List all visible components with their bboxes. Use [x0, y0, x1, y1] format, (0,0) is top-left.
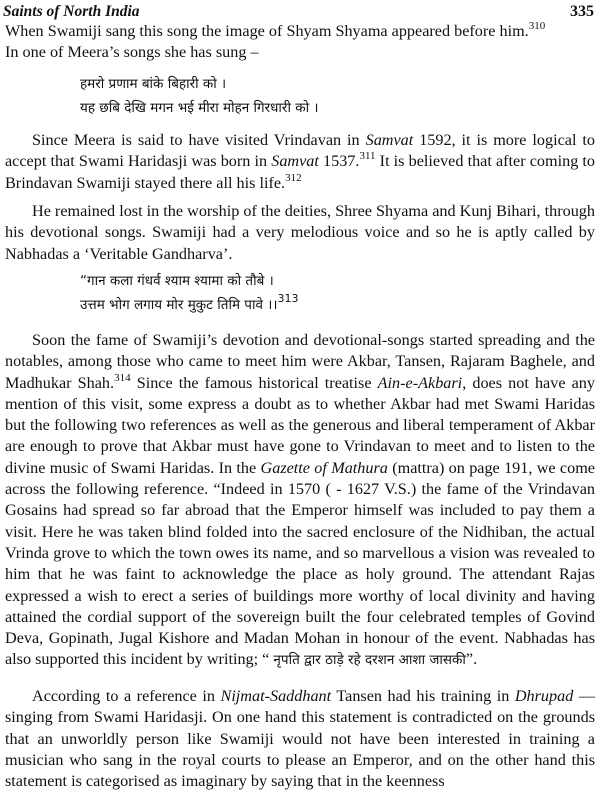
p5-text-b: Tansen had his training in [331, 687, 515, 705]
p2-text-d: It is believed that after coming to Brindavan Swamiji stayed there all his life. [5, 152, 596, 192]
paragraph-2 [5, 130, 595, 194]
p4-text-d: (mattra) on page 191, we come across the following reference. “Indeed in 1570 ( - 1627 V.S.) the fame of the Vrindavan Gosains had spread so far abroad that the Emperor himself was included to pay them a visit. Here he was taken blind folded into the sacred enclosure of the Nidhiban, the actual Vrinda grove to which the town owes its name, and so marvellous a vision was revealed to him that he was faint to acknowledge the place as holy ground. The attendant Rajas expressed a wish to erect a series of buildings more worthy of local divinity and having attained the cordial support of the sovereign built the four celebrated temples of Govind Deva, Gopinath, Jugal Kishore and Madan Mohan in honour of the event. Nabhadas has also supported this incident by writing; “ [5, 458, 595, 669]
hindi-verse-1 [80, 72, 319, 120]
p2-samvat-1: Samvat [365, 131, 414, 149]
paragraph-5 [5, 686, 595, 792]
running-header: Saints of North India [3, 3, 140, 20]
footnote-311: 311 [359, 150, 376, 163]
p4-text-b: Since the famous historical treatise [130, 373, 378, 392]
paragraph-3 [5, 201, 595, 265]
paragraph-4 [5, 330, 595, 672]
p5-title-dhrupad: Dhrupad [514, 687, 574, 705]
p2-text-b: 1592, it is more logical to accept that Swami Haridasji was born in [5, 131, 595, 171]
p5-title-nijmat: Nijmat-Saddhant [220, 687, 332, 705]
p2-text-c: 1537. [318, 152, 360, 171]
footnote-313: 313 [277, 292, 299, 305]
p5-text-c: —singing from Swami Haridasji. On one hand this statement is contradicted on the grounds that an unworldly person like Swamiji would not have been interested in training a musician who sang in the royal courts to please an Emperor, and on the other hand this statement is categorised as imaginary by saying that in the keenness [5, 687, 596, 791]
p1-line2: In one of Meera’s songs she has sung – [5, 43, 259, 62]
verse2-line-2: उत्तम भोग लगाय मोर मुकुट तिमि पावे ।। [80, 297, 278, 313]
paragraph-1 [5, 21, 595, 64]
p4-title-gazette: Gazette of Mathura [260, 458, 388, 477]
p4-hindi-quote: नृपति द्वार ठाड़े रहे दरशन आशा जासकी [273, 652, 466, 669]
p2-text-a: Since Meera is said to have visited Vrindavan in [32, 131, 366, 149]
page-number: 335 [570, 3, 594, 20]
p4-title-ain-e-akbari: Ain-e-Akbari [377, 373, 463, 392]
p3-text: He remained lost in the worship of the deities, Shree Shyama and Kunj Bihari, through his devotional songs. Swamiji had a very melodious voice and so he is aptly called by Nabhadas a ‘Veritable Gandharva’. [5, 202, 595, 263]
p4-text-e: ”. [465, 650, 478, 669]
verse2-line-1: “गान कला गंधर्व श्याम श्यामा को तौबे । [80, 273, 274, 289]
p4-text-a: Soon the fame of Swamiji’s devotion and devotional-songs started spreading and the notables, among those who came to meet him were Akbar, Tansen, Rajaram Baghele, and Madhukar Shah. [5, 331, 595, 392]
p2-samvat-2: Samvat [271, 152, 319, 171]
footnote-314: 314 [114, 371, 131, 384]
footnote-310: 310 [528, 20, 546, 32]
verse1-line-2: यह छबि देखि मगन भई मीरा मोहन गिरधारी को । [80, 100, 319, 116]
p5-text-a: According to a reference in [32, 687, 221, 705]
hindi-verse-2 [80, 269, 299, 317]
p1-text: When Swamiji sang this song the image of Shyam Shyama appeared before him. [5, 22, 529, 40]
p4-text-c: , does not have any mention of this visit, some express a doubt as to whether Akbar had met Swami Haridas but the following two references as well as the generous and liberal temperament of Akbar are enough to prove that Akbar must have gone to Vrindavan to meet and to listen to the divine music of Swami Haridas. In the [5, 373, 595, 477]
footnote-312: 312 [285, 171, 302, 184]
verse1-line-1: हमरो प्रणाम बांके बिहारी को । [80, 76, 227, 92]
